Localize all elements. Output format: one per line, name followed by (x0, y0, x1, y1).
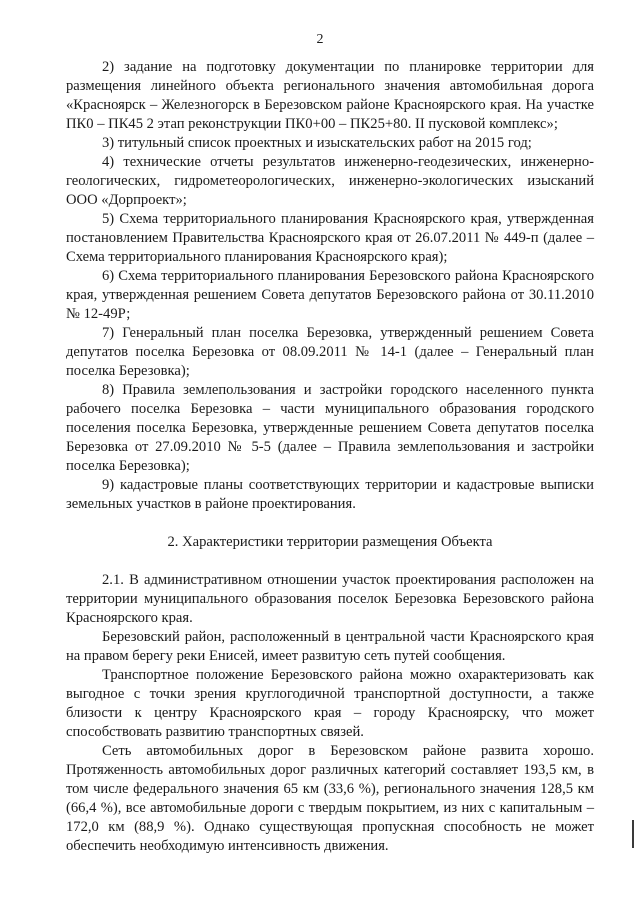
section-paragraph: Сеть автомобильных дорог в Березовском районе развита хорошо. Протяженность автомобильных дорог различных категорий составляет 193,5 км, в том числе федерального значения 65 км (33,6 %), регионального значения 128,5 км (66,4 %), все автомобильные дороги с твердым покрытием, из них с капитальным – 172,0 км (88,9 %). Однако существующая пропускная способность не может обеспечить необходимую интенсивность движения. (66, 743, 594, 854)
page-number: 2 (316, 32, 324, 47)
list-item: 3) титульный список проектных и изыскательских работ на 2015 год; (102, 135, 532, 151)
section-heading: 2. Характеристики территории размещения Объекта (167, 534, 493, 550)
list-item: 4) технические отчеты результатов инженерно-геодезических, инженерно-геологических, гидрометеорологических, инженерно-экологических изысканий ООО «Дорпроект»; (66, 154, 594, 208)
section-paragraph: Березовский район, расположенный в центральной части Красноярского края на правом берегу реки Енисей, имеет развитую сеть путей сообщения. (66, 629, 594, 664)
spacer (66, 552, 594, 571)
document-body (66, 58, 594, 856)
spacer (66, 514, 594, 533)
list-item: 7) Генеральный план поселка Березовка, утвержденный решением Совета депутатов поселка Березовка от 08.09.2011 № 14-1 (далее – Генеральный план поселка Березовка); (66, 325, 594, 379)
list-item: 5) Схема территориального планирования Красноярского края, утвержденная постановлением Правительства Красноярского края от 26.07.2011 № 449-п (далее – Схема территориального планирования Красноярского края); (66, 211, 594, 265)
list-item: 2) задание на подготовку документации по планировке территории для размещения линейного объекта регионального значения автомобильная дорога «Красноярск – Железногорск в Березовском районе Красноярского края. На участке ПК0 – ПК45 2 этап реконструкции ПК0+00 – ПК25+80. II пусковой комплекс»; (66, 59, 594, 132)
section-paragraph: 2.1. В административном отношении участок проектирования расположен на территории муниципального образования поселок Березовка Березовского района Красноярского края. (66, 572, 594, 626)
section-paragraph: Транспортное положение Березовского района можно охарактеризовать как выгодное с точки зрения круглогодичной транспортной доступности, а также близости к центру Красноярского края – городу Красноярску, что может способствовать развитию транспортных связей. (66, 667, 594, 740)
scan-margin-mark (632, 820, 634, 848)
list-item: 8) Правила землепользования и застройки городского населенного пункта рабочего поселка Березовка – части муниципального образования городского поселения поселка Березовка, утвержденные решением Совета депутатов поселка Березовка от 27.09.2010 № 5-5 (далее – Правила землепользования и застройки поселка Березовка); (66, 382, 594, 474)
list-item: 9) кадастровые планы соответствующих территории и кадастровые выписки земельных участков в районе проектирования. (66, 477, 594, 512)
list-item: 6) Схема территориального планирования Березовского района Красноярского края, утвержденная решением Совета депутатов Березовского района от 30.11.2010 № 12-49Р; (66, 268, 594, 322)
